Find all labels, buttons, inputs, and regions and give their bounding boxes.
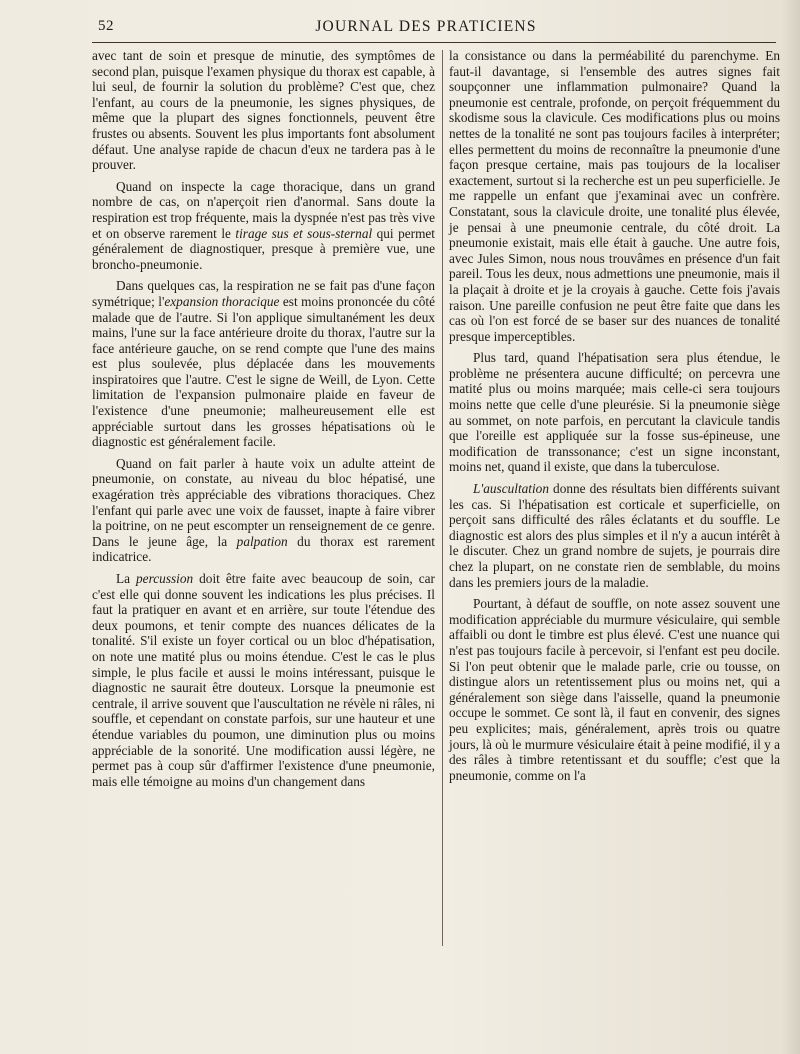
- italic-term: tirage sus et sous-sternal: [235, 225, 373, 241]
- paragraph-text: du thorax est rarement indicatrice.: [92, 533, 435, 565]
- paragraph-text: doit être faite avec beaucoup de soin, car c'est elle qui donne souvent les indications les plus précises. Il faut la pratiquer en avant et en arrière, sur toute l'étendue des deux poumons, et tenir compte des nuances délicates de la tonalité. S'il existe un foyer cortical ou un bloc d'hépatisation, on note une matité plus ou moins étendue. C'est le cas le plus simple, le plus facile et aussi le moins intéressant, puisque le diagnostic ne saurait être douteux. Lorsque la pneumonie est centrale, il arrive souvent que l'auscultation ne révèle ni râles, ni souffle, et cependant on constate parfois, sur une hauteur et une étendue variables du poumon, une diminution plus ou moins appréciable de la sonorité. Une modification aussi légère, ne permet pas à coup sûr d'affirmer l'existence d'une pneumonie, mais elle témoigne au moins d'un changement dans: [92, 571, 435, 789]
- paragraph-text: Quand on fait parler à haute voix un adulte atteint de pneumonie, on constate, au niveau du bloc hépatisé, une exagération très appréciable des vibrations thoraciques. Chez l'enfant qui parle avec une voix de fausset, inapte à faire vibrer la poitrine, on ne peut escompter un renseignement de ce genre. Dans le jeune âge, la: [92, 455, 435, 549]
- left-column: [92, 48, 435, 789]
- header-rule: [92, 42, 776, 43]
- italic-term: L'auscultation: [473, 481, 549, 497]
- paragraph-text: Quand on inspecte la cage thoracique, dans un grand nombre de cas, on n'aperçoit rien d'anormal. Sans doute la respiration est trop fréquente, mais la dyspnée n'est pas très vive et on observe rarement le: [92, 178, 435, 241]
- paragraph: [92, 571, 435, 789]
- journal-title: JOURNAL DES PRATICIENS: [315, 18, 537, 35]
- italic-term: percussion: [136, 571, 194, 586]
- paragraph-text: avec tant de soin et presque de minutie, des symptômes de second plan, puisque l'examen physique du thorax est capable, à lui seul, de fournir la solution du problème? C'est que, chez l'enfant, au cours de la pneumonie, les signes physiques, de même que la plupart des signes fonctionnels, peuvent être frustes ou absents. Souvent les plus importants font absolument défaut. Une analyse rapide de chacun d'eux ne tardera pas à le prouver.: [92, 48, 435, 173]
- paragraph: [449, 48, 780, 344]
- paragraph-text: la consistance ou dans la perméabilité du parenchyme. En faut-il davantage, si l'ensemble des autres signes fait soupçonner une inflammation pulmonaire? Quand la pneumonie est centrale, profonde, on perçoit fréquemment du skodisme sous la clavicule. Ces modifications plus ou moins nettes de la tonalité ne sont pas toujours faciles à interpréter; elles permettent du moins de reconnaître la pneumonie d'une façon presque certaine, mais pas toujours de la localiser exactement, surtout si la recherche est un peu superficielle. Je me rappelle un enfant que j'examinai avec un confrère. Constatant, sous la clavicule droite, une tonalité plus élevée, je pensai à une pneumonie centrale, du côté droit. La pneumonie existait, mais elle était à gauche. Une autre fois, avec Jules Simon, nous nous trouvâmes en présence d'un fait pareil. Tous les deux, nous admettions une pneumonie, mais il la plaçait à droite et je la croyais à gauche. Cette fois j'avais raison. Une pareille confusion ne peut être faite que dans les cas où l'on est forcé de se baser sur des nuances de tonalité presque imperceptibles.: [449, 48, 780, 344]
- right-column: [449, 48, 780, 783]
- italic-term: palpation: [236, 533, 288, 549]
- paragraph-text: La: [116, 571, 137, 586]
- paragraph-text: donne des résultats bien différents suivant les cas. Si l'hépatisation est corticale et superficielle, on perçoit sans difficulté des râles éclatants et du souffle. Le diagnostic est alors des plus simples et il n'y a aucun intérêt à le discuter. Chez un grand nombre de sujets, je pourrais dire chez la plupart, on ne constate rien de semblable, du moins dans les premiers jours de la maladie.: [449, 481, 780, 590]
- paragraph: [449, 596, 780, 783]
- paragraph: [92, 278, 435, 450]
- paragraph: [449, 481, 780, 590]
- paragraph: [92, 179, 435, 273]
- column-divider: [442, 50, 443, 946]
- page-edge-shadow: [782, 0, 800, 1054]
- paragraph: [92, 456, 435, 565]
- paragraph-text: qui permet généralement de diagnostiquer, presque à première vue, une broncho-pneumonie.: [92, 225, 436, 272]
- paragraph: [92, 48, 435, 173]
- paragraph-text: est moins prononcée du côté malade que de l'autre. Si l'on applique simultanément les deux mains, l'une sur la face antérieure droite du thorax, l'autre sur la face antérieure gauche, on se rend compte que l'une des mains est plus soulevée, plus déplacée dans les mouvements inspiratoires que l'autre. C'est le signe de Weill, de Lyon. Cette limitation de l'expansion pulmonaire plaide en faveur de l'existence d'une pneumonie; malheureusement elle est appréciable surtout dans les grosses hépatisations où le diagnostic est généralement facile.: [92, 293, 435, 450]
- paragraph: [449, 350, 780, 475]
- paragraph-text: Plus tard, quand l'hépatisation sera plus étendue, le problème ne présentera aucune difficulté; on percevra une matité plus ou moins marquée; mais celle-ci sera toujours moins nette que celle d'une pleurésie. Si la pneumonie siège au sommet, on note parfois, en percutant la clavicule tandis que l'oreille est appliquée sur la fosse sus-épineuse, une modification de transsonance; c'est un signe inconstant, moins net, quand il existe, que dans la tuberculose.: [449, 350, 780, 475]
- paragraph-text: Dans quelques cas, la respiration ne se fait pas d'une façon symétrique; l': [92, 278, 435, 309]
- italic-term: expansion thoracique: [164, 293, 280, 309]
- page-number: 52: [98, 18, 114, 34]
- paragraph-text: Pourtant, à défaut de souffle, on note assez souvent une modification appréciable du murmure vésiculaire, qui semble affaibli ou dont le timbre est plus élevé. C'est une nuance qui n'est pas toujours facile à percevoir, si l'enfant est peu docile. Si l'on peut obtenir que le malade parle, crie ou tousse, on distingue alors un retentissement plus ou moins net, qui a généralement son siège dans l'aisselle, quand la pneumonie occupe le sommet. Ce sont là, il faut en convenir, des signes peu explicites; mais, généralement, après trois ou quatre jours, là où le murmure vésiculaire était à peine modifié, il y a des râles à timbre retentissant et du souffle; c'est que la pneumonie, comme on l'a: [449, 596, 780, 783]
- page-header: [92, 14, 760, 40]
